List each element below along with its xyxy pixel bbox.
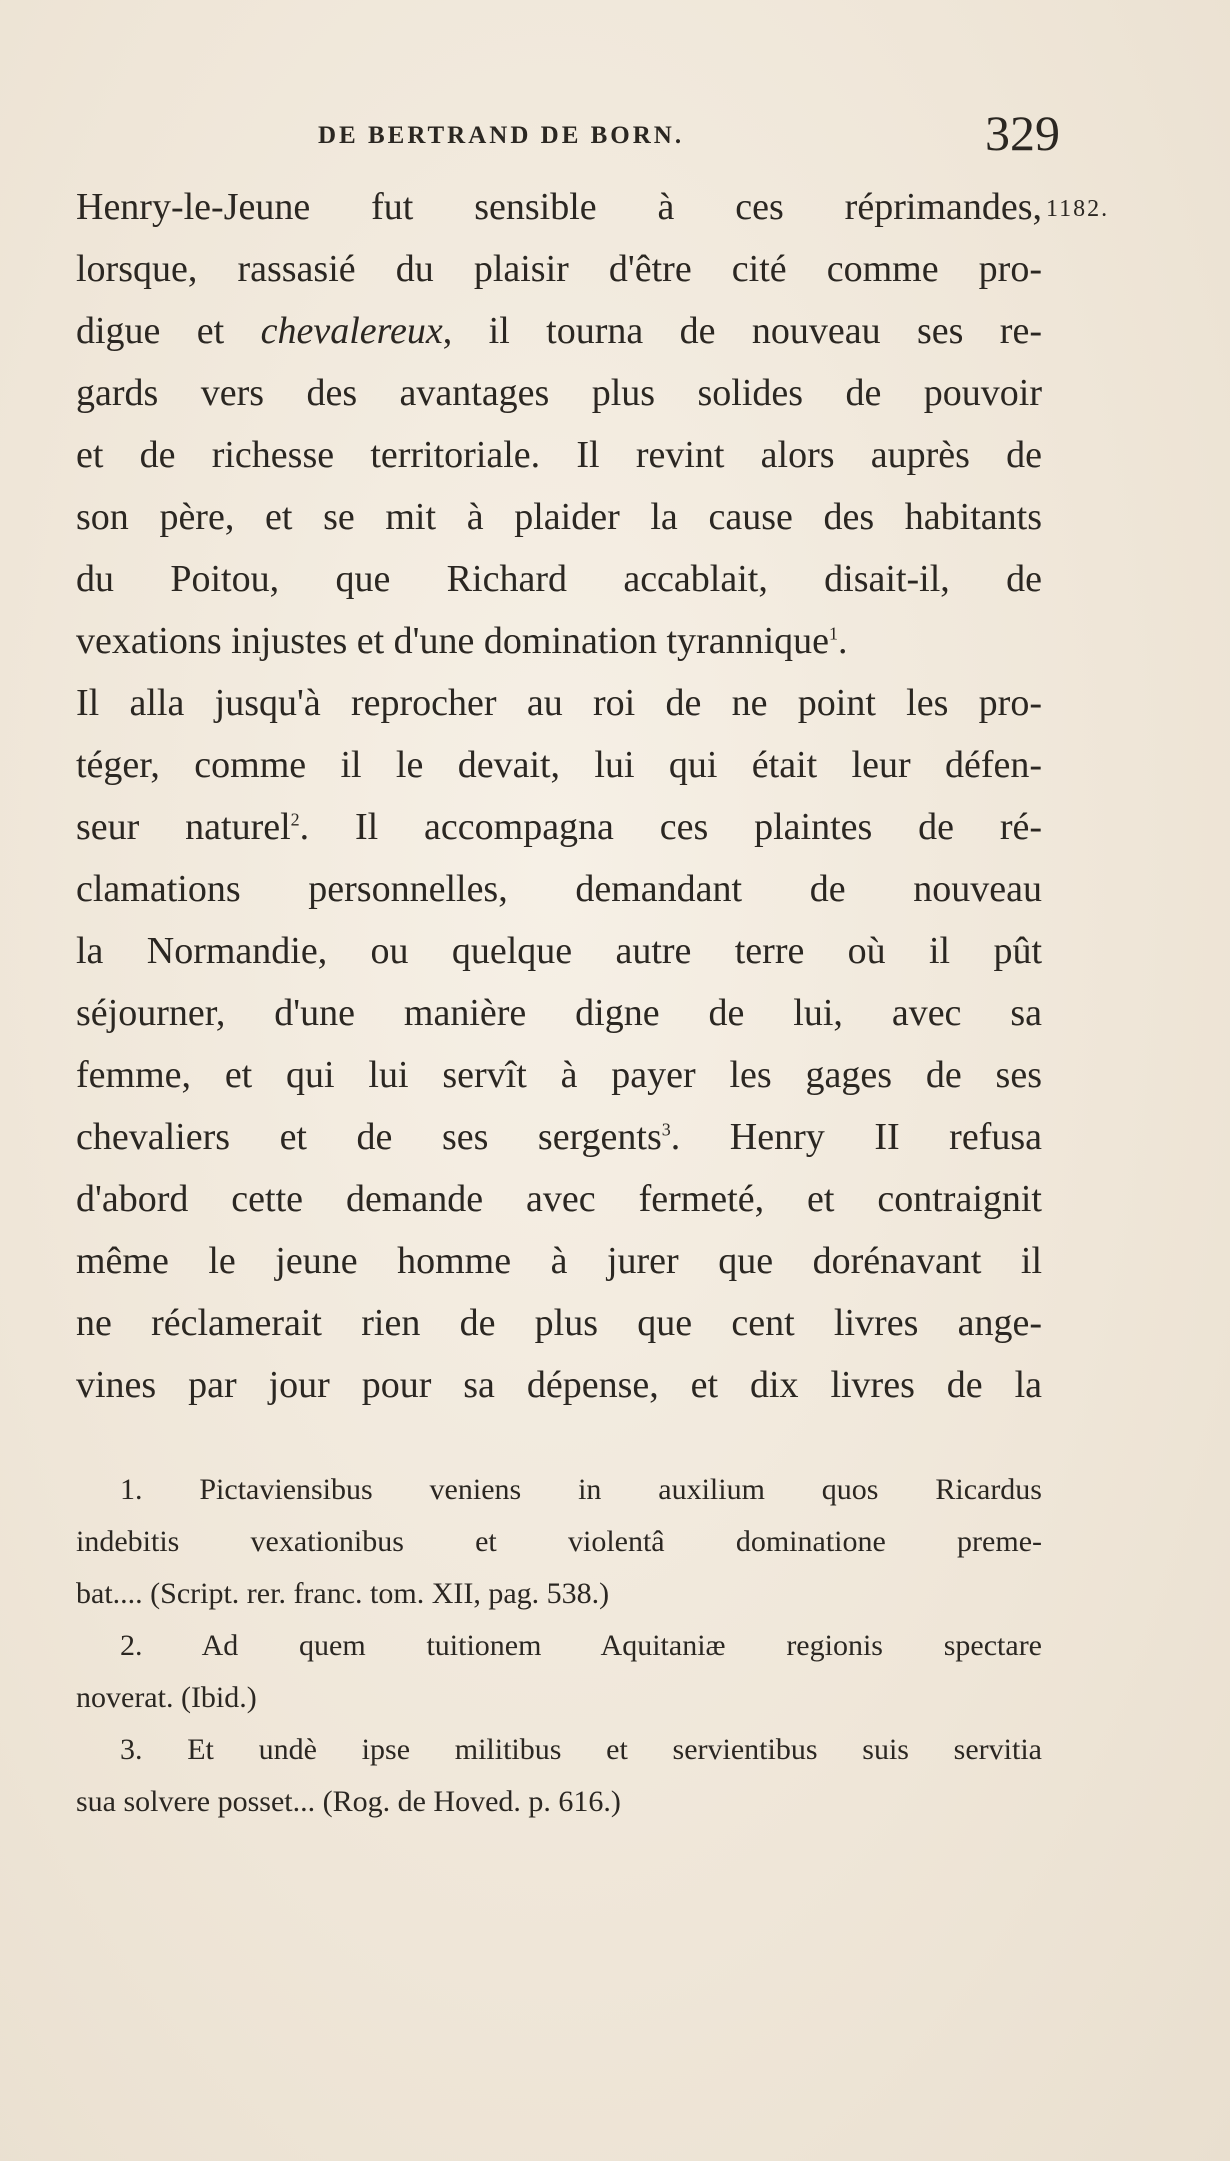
text-line: lorsque, rassasié du plaisir d'être cité comme pro-	[76, 248, 1042, 290]
text-line: séjourner, d'une manière digne de lui, avec sa	[76, 992, 1042, 1034]
text-line: son père, et se mit à plaider la cause des habitants	[76, 496, 1042, 538]
footnote-ref: 2	[290, 809, 300, 830]
margin-date: 1182.	[1046, 196, 1110, 222]
text-line: ne réclamerait rien de plus que cent livres ange-	[76, 1302, 1042, 1344]
italic-word: chevalereux	[260, 310, 443, 352]
footnote-ref: 1	[829, 623, 838, 644]
footnote-line: 2. Ad quem tuitionem Aquitaniæ regionis spectare	[120, 1629, 1042, 1662]
footnote-line: 1. Pictaviensibus veniens in auxilium quos Ricardus	[120, 1473, 1042, 1506]
footnote-ref: 3	[661, 1119, 671, 1140]
text-line: même le jeune homme à jurer que dorénavant il	[76, 1240, 1042, 1282]
text-line: et de richesse territoriale. Il revint alors auprès de	[76, 434, 1042, 476]
text-line: la Normandie, ou quelque autre terre où il pût	[76, 930, 1042, 972]
footnote-line: indebitis vexationibus et violentâ dominatione preme-	[76, 1525, 1042, 1558]
footnote-line: bat.... (Script. rer. franc. tom. XII, pag. 538.)	[76, 1577, 610, 1610]
text-segment: digue et	[76, 310, 261, 352]
text-line	[76, 796, 1042, 858]
footnote-line: noverat. (Ibid.)	[76, 1681, 257, 1714]
text-line	[76, 610, 1042, 672]
text-line: Il alla jusqu'à reprocher au roi de ne point les pro-	[76, 682, 1042, 724]
running-title: DE BERTRAND DE BORN.	[318, 122, 685, 149]
text-line: gards vers des avantages plus solides de pouvoir	[76, 372, 1042, 414]
body-text	[76, 176, 1042, 1416]
text-segment: . Henry II refusa	[670, 1116, 1042, 1158]
text-segment: chevaliers et de ses sergents	[76, 1116, 662, 1158]
text-line	[76, 1106, 1042, 1168]
page-header	[318, 105, 1060, 172]
text-line: d'abord cette demande avec fermeté, et contraignit	[76, 1178, 1042, 1220]
text-line: clamations personnelles, demandant de nouveau	[76, 868, 1042, 910]
page-number: 329	[985, 105, 1060, 161]
footnotes	[76, 1464, 1042, 1828]
text-segment: vexations injustes et d'une domination tyrannique	[76, 620, 829, 662]
text-segment: . Il accompagna ces plaintes de ré-	[299, 806, 1043, 848]
text-line	[76, 300, 1042, 362]
footnote-line: sua solvere posset... (Rog. de Hoved. p. 616.)	[76, 1785, 621, 1818]
text-line: femme, et qui lui servît à payer les gages de ses	[76, 1054, 1042, 1096]
text-line: vines par jour pour sa dépense, et dix livres de la	[76, 1364, 1042, 1406]
text-line: téger, comme il le devait, lui qui était leur défen-	[76, 744, 1042, 786]
footnote-line: 3. Et undè ipse militibus et servientibus suis servitia	[120, 1733, 1042, 1766]
text-segment: , il tourna de nouveau ses re-	[442, 310, 1042, 352]
text-line: Henry-le-Jeune fut sensible à ces réprimandes,	[76, 186, 1042, 228]
text-segment: .	[838, 620, 848, 662]
text-line: du Poitou, que Richard accablait, disait-il, de	[76, 558, 1042, 600]
text-segment: seur naturel	[76, 806, 291, 848]
